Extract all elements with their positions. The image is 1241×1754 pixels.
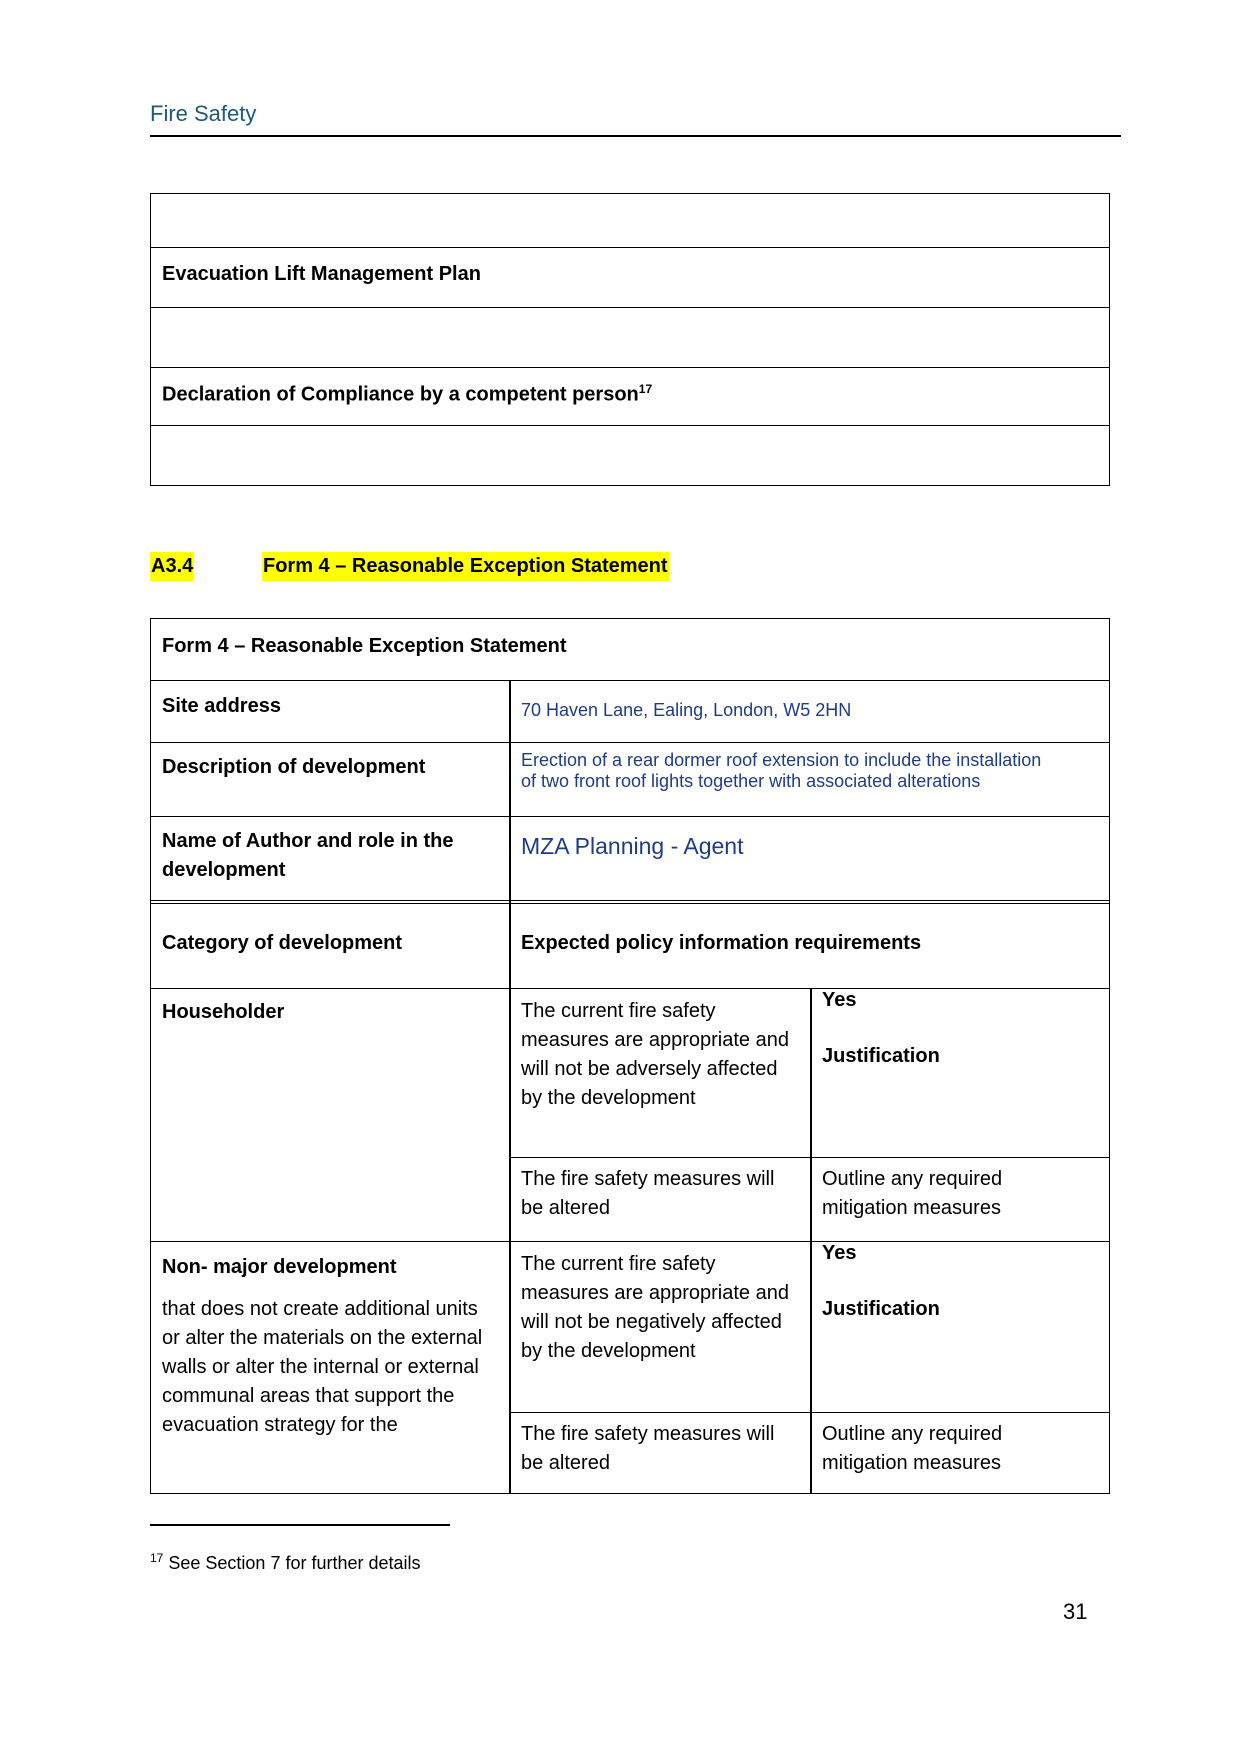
header-rule xyxy=(150,135,1121,137)
category-name: Householder xyxy=(162,1001,285,1023)
table-row-non-major xyxy=(151,1241,1109,1495)
fire-safety-documents-table xyxy=(150,193,1110,486)
requirements-header: Expected policy information requirements xyxy=(521,932,922,954)
site-address-label: Site address xyxy=(162,695,281,717)
site-address-value[interactable]: 70 Haven Lane, Ealing, London, W5 2HN xyxy=(521,700,852,720)
table-row xyxy=(151,247,1109,307)
response-yes[interactable]: Yes xyxy=(822,989,857,1011)
table-row-empty xyxy=(151,307,1109,367)
table-row-householder xyxy=(151,988,1109,1242)
row-label: Evacuation Lift Management Plan xyxy=(162,263,481,285)
description-label: Description of development xyxy=(162,756,426,778)
table-row-empty xyxy=(151,425,1109,485)
table-row-description xyxy=(151,742,1109,816)
option-text: The fire safety measures will be altered xyxy=(521,1423,775,1474)
option-text: The current fire safety measures are appropriate and will not be adversely affected by the development xyxy=(521,1000,789,1109)
section-title: Form 4 – Reasonable Exception Statement xyxy=(262,552,669,581)
column-divider xyxy=(509,680,511,1493)
section-number: A3.4 xyxy=(150,552,194,581)
option-text: The fire safety measures will be altered xyxy=(521,1168,775,1219)
row-label: Declaration of Compliance by a competent person$^{17}$ xyxy=(162,382,653,406)
response-justification[interactable]: Justification xyxy=(822,1045,940,1067)
footnote: $^{17}$ See Section 7 for further details xyxy=(150,1551,421,1573)
response-yes[interactable]: Yes xyxy=(822,1242,857,1264)
response-mitigation[interactable]: Outline any required mitigation measures xyxy=(822,1423,1003,1474)
author-value[interactable]: MZA Planning - Agent xyxy=(521,833,744,859)
response-justification[interactable]: Justification xyxy=(822,1298,940,1320)
table-row-empty xyxy=(151,193,1109,249)
category-name: Non- major development xyxy=(162,1256,397,1278)
page-number: 31 xyxy=(1063,1599,1088,1624)
form-title: Form 4 – Reasonable Exception Statement xyxy=(162,635,567,657)
option-text: The current fire safety measures are appropriate and will not be negatively affected by the development xyxy=(521,1253,789,1362)
table-row-category-header xyxy=(151,900,1109,989)
category-description: that does not create additional units or alter the materials on the external walls or alter the internal or external communal areas that support the evacuation strategy for the xyxy=(162,1298,483,1436)
author-label: Name of Author and role in the development xyxy=(162,830,454,881)
footnote-ref[interactable]: 17 xyxy=(638,382,653,396)
description-value[interactable]: Erection of a rear dormer roof extension to include the installation of two front roof lights together with associated alterations xyxy=(521,750,1042,791)
table-row xyxy=(151,367,1109,425)
form4-table xyxy=(150,618,1110,1494)
table-row-author xyxy=(151,816,1109,900)
footnote-rule xyxy=(150,1524,450,1526)
category-header: Category of development xyxy=(162,932,403,954)
running-header: Fire Safety xyxy=(150,101,257,126)
table-row-site-address xyxy=(151,680,1109,742)
response-mitigation[interactable]: Outline any required mitigation measures xyxy=(822,1168,1003,1219)
column-divider xyxy=(810,988,812,1493)
